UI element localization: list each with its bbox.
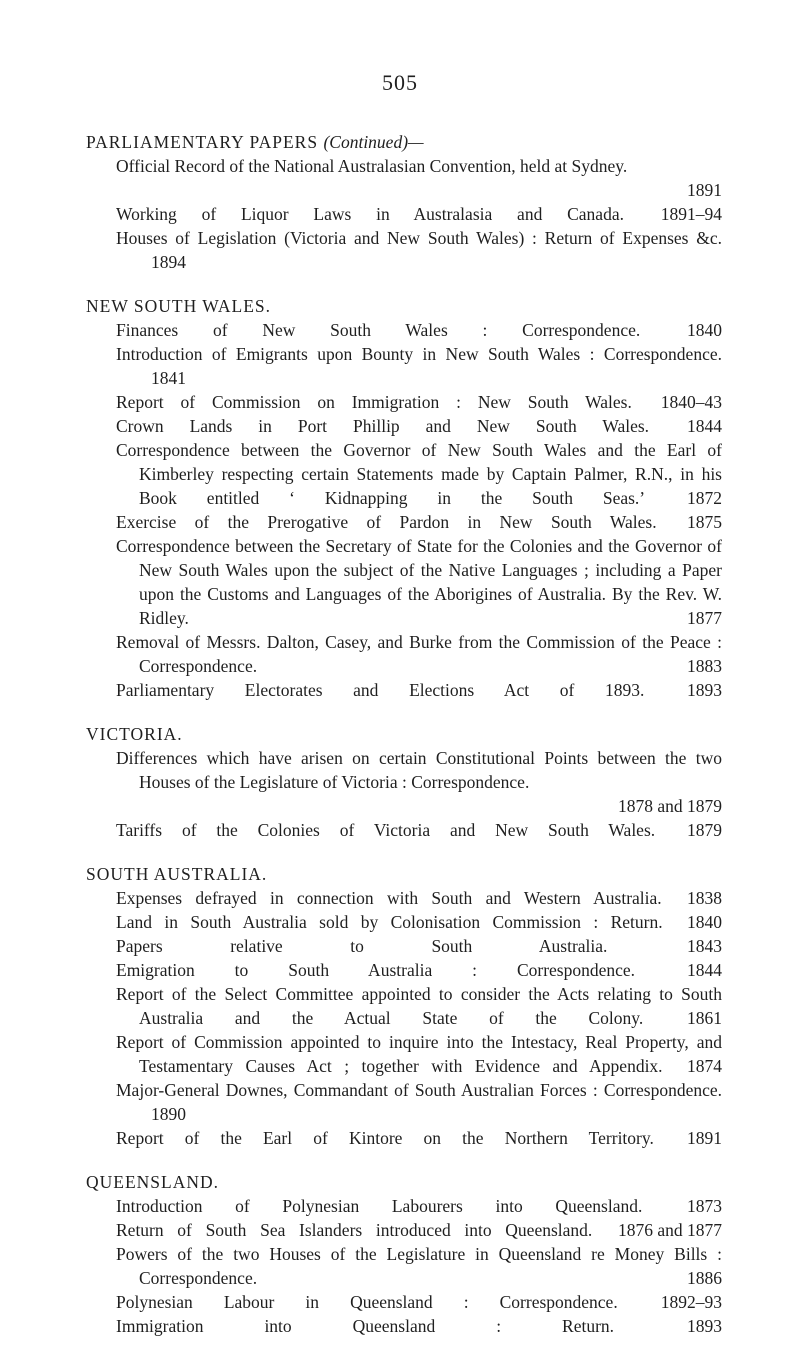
entry	[116, 678, 722, 702]
entry	[116, 630, 722, 678]
entry	[116, 934, 722, 958]
entry-year: 1841	[151, 368, 186, 388]
entry-year: 1874	[687, 1056, 723, 1076]
entry-title: Expenses defrayed in connection with South and Western Australia.	[116, 888, 662, 908]
entry-year: 1894	[151, 252, 186, 272]
section-heading	[86, 722, 722, 746]
section	[86, 862, 722, 1150]
section-heading	[86, 1170, 722, 1194]
entry-year: 1893	[687, 1316, 723, 1336]
entry-title: Return of South Sea Islanders introduced into Queensland.	[116, 1220, 593, 1240]
entry-title: Exercise of the Prerogative of Pardon in New South Wales.	[116, 512, 657, 532]
entry-year: 1893	[687, 680, 723, 700]
section-heading-continued: (Continued)—	[323, 132, 424, 152]
entry-title: Official Record of the National Australasian Convention, held at Sydney.	[116, 156, 628, 176]
entry-year: 1844	[687, 416, 722, 436]
section-heading-text: SOUTH AUSTRALIA.	[86, 864, 268, 884]
entry-title: Immigration into Queensland : Return.	[116, 1316, 615, 1336]
entry	[116, 958, 722, 982]
entry-year: 1891–94	[660, 204, 723, 224]
entry-year: 1879	[687, 820, 723, 840]
entry	[116, 1242, 722, 1290]
entry	[116, 202, 722, 226]
entry-title: Powers of the two Houses of the Legislature in Queensland re Money Bills : Correspondence.	[116, 1244, 722, 1288]
section	[86, 130, 722, 274]
entry	[116, 982, 722, 1030]
entry-title: Polynesian Labour in Queensland : Correspondence.	[116, 1292, 618, 1312]
entry	[116, 342, 722, 390]
section-heading-text: NEW SOUTH WALES.	[86, 296, 272, 316]
entry	[116, 390, 722, 414]
entry-title: Correspondence between the Governor of New South Wales and the Earl of Kimberley respecting certain Statements made by Captain Palmer, R.N., in his Book entitled ‘ Kidnapping in the South Seas.’	[116, 440, 722, 508]
entry-year: 1876 and 1877	[617, 1220, 723, 1240]
entry-year: 1892–93	[660, 1292, 722, 1312]
entry	[116, 1314, 722, 1338]
entry	[116, 886, 722, 910]
entry-title: Removal of Messrs. Dalton, Casey, and Burke from the Commission of the Peace : Correspondence.	[116, 632, 722, 676]
entry-year: 1838	[687, 888, 722, 908]
entry-year: 1891	[687, 1128, 723, 1148]
entry	[116, 318, 722, 342]
entry-title: Introduction of Polynesian Labourers into Queensland.	[116, 1196, 643, 1216]
entry-title: Papers relative to South Australia.	[116, 936, 608, 956]
entry-title: Report of the Select Committee appointed to consider the Acts relating to South Australia and the Actual State of the Colony.	[116, 984, 722, 1028]
entry-year: 1883	[687, 656, 722, 676]
entry-title: Emigration to South Australia : Correspondence.	[116, 960, 636, 980]
entry-year: 1872	[687, 488, 723, 508]
entry-year: 1878 and 1879	[617, 796, 722, 816]
section-heading-text: QUEENSLAND.	[86, 1172, 220, 1192]
entry	[116, 154, 722, 202]
entry-title: Differences which have arisen on certain Constitutional Points between the two Houses of the Legislature of Victoria : Correspondence.	[116, 748, 722, 792]
entry	[116, 1194, 722, 1218]
section-heading	[86, 294, 722, 318]
entry	[116, 746, 722, 818]
entry-title: Report of Commission on Immigration : New South Wales.	[116, 392, 632, 412]
entry-year: 1840	[687, 320, 723, 340]
entry	[116, 1290, 722, 1314]
entry-year: 1877	[687, 608, 722, 628]
section	[86, 1170, 722, 1338]
entry	[116, 1078, 722, 1126]
entry	[116, 1030, 722, 1078]
entry	[116, 1218, 722, 1242]
entry-title: Report of Commission appointed to inquire into the Intestacy, Real Property, and Testamentary Causes Act ; together with Evidence and Appendix.	[116, 1032, 722, 1076]
entry	[116, 910, 722, 934]
bibliography-list	[86, 130, 722, 1358]
entry-title: Tariffs of the Colonies of Victoria and New South Wales.	[116, 820, 656, 840]
entry-title: Correspondence between the Secretary of State for the Colonies and the Governor of New South Wales upon the subject of the Native Languages ; including a Paper upon the Customs and Languages of the Aborigines of Australia. By the Rev. W. Ridley.	[116, 536, 722, 628]
entry-year: 1886	[687, 1268, 722, 1288]
entry-title: Introduction of Emigrants upon Bounty in New South Wales : Correspondence.	[116, 344, 722, 364]
entry	[116, 510, 722, 534]
section	[86, 722, 722, 842]
section	[86, 294, 722, 702]
entry-year: 1890	[151, 1104, 186, 1124]
entry	[116, 414, 722, 438]
section-heading-text: PARLIAMENTARY PAPERS	[86, 132, 319, 152]
entry-title: Working of Liquor Laws in Australasia and Canada.	[116, 204, 624, 224]
section-heading	[86, 130, 722, 154]
entry	[116, 226, 722, 274]
entry-year: 1840–43	[660, 392, 722, 412]
section-heading	[86, 862, 722, 886]
entry-year: 1891	[687, 180, 722, 200]
entry	[116, 818, 722, 842]
entry-year: 1873	[687, 1196, 723, 1216]
entry-year: 1844	[687, 960, 722, 980]
entry-title: Major-General Downes, Commandant of South Australian Forces : Correspondence.	[116, 1080, 722, 1100]
entry-title: Report of the Earl of Kintore on the Northern Territory.	[116, 1128, 654, 1148]
entry	[116, 438, 722, 510]
entry	[116, 1126, 722, 1150]
entry-title: Parliamentary Electorates and Elections Act of 1893.	[116, 680, 645, 700]
entry-year: 1861	[687, 1008, 723, 1028]
page-number: 505	[382, 70, 418, 95]
entry-title: Houses of Legislation (Victoria and New South Wales) : Return of Expenses &c.	[116, 228, 722, 248]
entry	[116, 534, 722, 630]
section-heading-text: VICTORIA.	[86, 724, 183, 744]
entry-year: 1840	[687, 912, 723, 932]
entry-year: 1875	[687, 512, 723, 532]
entry-year: 1843	[687, 936, 722, 956]
entry-title: Land in South Australia sold by Colonisation Commission : Return.	[116, 912, 663, 932]
entry-title: Finances of New South Wales : Correspondence.	[116, 320, 641, 340]
entry-title: Crown Lands in Port Phillip and New South Wales.	[116, 416, 650, 436]
